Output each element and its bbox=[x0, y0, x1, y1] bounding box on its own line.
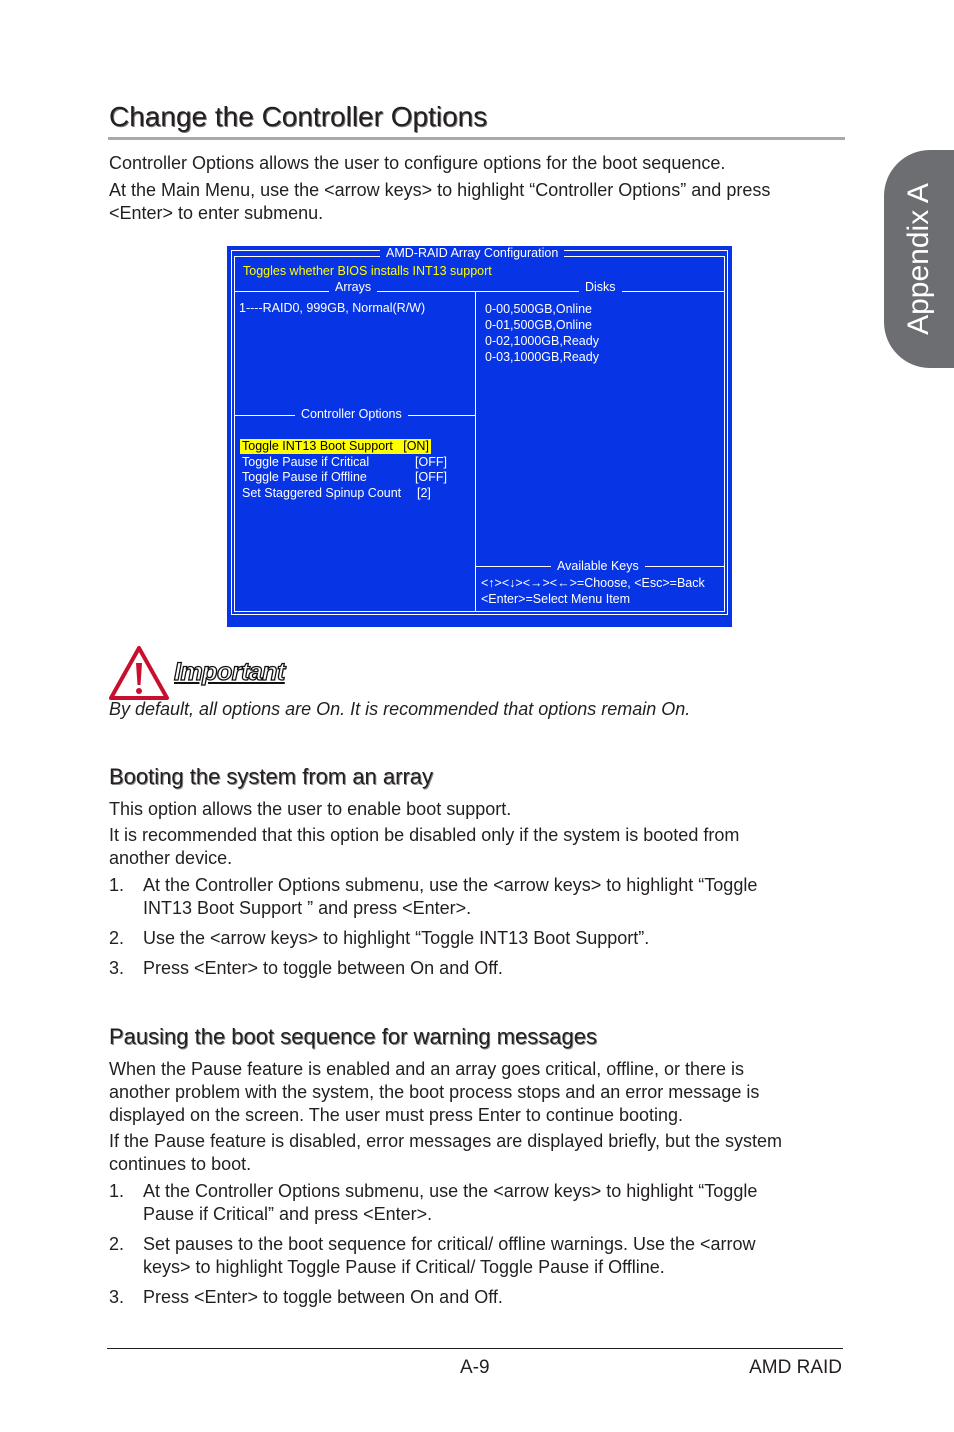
option-value: [2] bbox=[417, 486, 431, 500]
available-keys-label: Available Keys bbox=[551, 559, 645, 574]
option-value: [OFF] bbox=[415, 470, 447, 484]
option-int13-boot[interactable]: Toggle INT13 Boot Support [ON] bbox=[242, 439, 429, 453]
disk-item[interactable]: 0-02,1000GB,Ready bbox=[485, 334, 599, 348]
title-divider bbox=[108, 137, 845, 140]
footer-section: AMD RAID bbox=[749, 1357, 842, 1378]
paragraph: This option allows the user to enable boot support. bbox=[109, 799, 512, 819]
intro-line-1: Controller Options allows the user to configure options for the boot sequence. bbox=[109, 153, 726, 173]
intro-line-2: At the Main Menu, use the <arrow keys> to highlight “Controller Options” and press bbox=[109, 180, 771, 200]
option-staggered-spinup[interactable]: Set Staggered Spinup Count bbox=[242, 486, 402, 500]
paragraph: another device. bbox=[109, 848, 233, 868]
keys-line-1: <↑><↓><→><←>=Choose, <Esc>=Back bbox=[481, 576, 705, 590]
bios-header: AMD-RAID Array Configuration bbox=[380, 246, 564, 261]
appendix-tab-label: Appendix A bbox=[902, 183, 936, 335]
footer-divider bbox=[107, 1348, 843, 1349]
intro-line-3: <Enter> to enter submenu. bbox=[109, 203, 324, 223]
paragraph: It is recommended that this option be disabled only if the system is booted from bbox=[109, 825, 740, 845]
option-value: [OFF] bbox=[415, 455, 447, 469]
warning-icon bbox=[108, 645, 170, 701]
page-title: Change the Controller Options bbox=[109, 101, 488, 132]
disk-item[interactable]: 0-00,500GB,Online bbox=[485, 302, 593, 316]
paragraph: If the Pause feature is disabled, error messages are displayed briefly, but the system bbox=[109, 1131, 783, 1151]
important-note: By default, all options are On. It is recommended that options remain On. bbox=[109, 699, 691, 719]
disks-label: Disks bbox=[579, 280, 622, 295]
paragraph: displayed on the screen. The user must press Enter to continue booting. bbox=[109, 1105, 684, 1125]
section-heading-pause: Pausing the boot sequence for warning messages bbox=[109, 1024, 597, 1049]
section-heading-boot-array: Booting the system from an array bbox=[109, 764, 434, 789]
important-label: Important bbox=[174, 658, 285, 686]
array-entry[interactable]: 1----RAID0, 999GB, Normal(R/W) bbox=[239, 301, 426, 315]
bios-screen bbox=[227, 246, 732, 627]
option-pause-offline[interactable]: Toggle Pause if Offline bbox=[242, 470, 367, 484]
option-pause-critical[interactable]: Toggle Pause if Critical bbox=[242, 455, 370, 469]
paragraph: When the Pause feature is enabled and an array goes critical, offline, or there is bbox=[109, 1059, 745, 1079]
paragraph: continues to boot. bbox=[109, 1154, 252, 1174]
arrays-label: Arrays bbox=[329, 280, 377, 295]
bios-help-text: Toggles whether BIOS installs INT13 support bbox=[243, 264, 492, 278]
disk-item[interactable]: 0-01,500GB,Online bbox=[485, 318, 593, 332]
disk-item[interactable]: 0-03,1000GB,Ready bbox=[485, 350, 599, 364]
keys-line-2: <Enter>=Select Menu Item bbox=[481, 592, 631, 606]
page-number: A-9 bbox=[460, 1357, 490, 1378]
paragraph: another problem with the system, the boot process stops and an error message is bbox=[109, 1082, 760, 1102]
controller-options-label: Controller Options bbox=[295, 407, 408, 422]
